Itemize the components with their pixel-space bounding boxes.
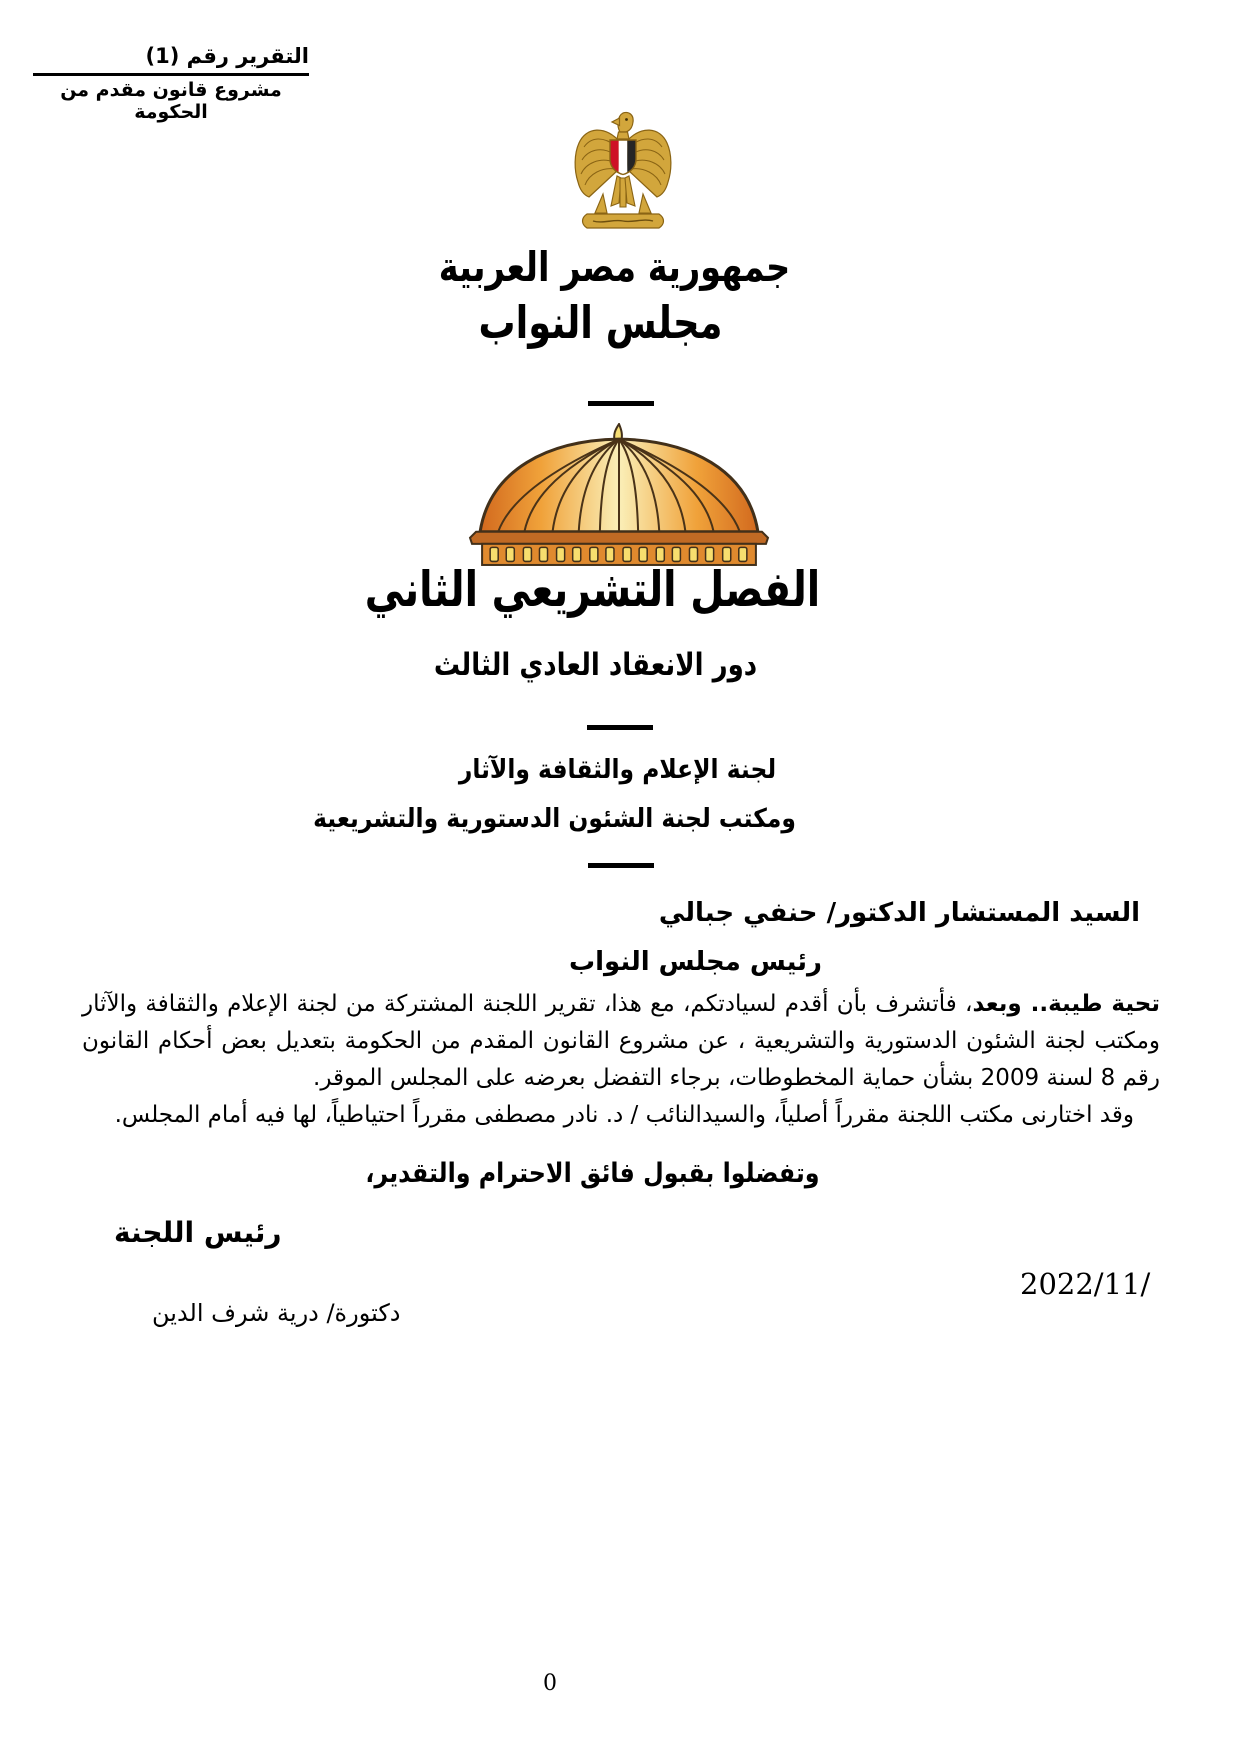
eagle-eye (625, 118, 628, 121)
report-number: التقرير رقم (1) (145, 44, 309, 68)
body-paragraph-1 (82, 986, 1160, 1097)
report-header (33, 44, 309, 123)
salutation-bold: تحية طيبة.. وبعد (972, 991, 1160, 1017)
committee-line-1: لجنة الإعلام والثقافة والآثار (458, 755, 777, 785)
committee-line-2: ومكتب لجنة الشئون الدستورية والتشريعية (313, 804, 796, 834)
parliament-dome-icon (468, 423, 770, 567)
committee-chair-title: رئيس اللجنة (114, 1216, 282, 1249)
addressee-title: السيد المستشار الدكتور/ حنفي جبالي (658, 898, 1140, 928)
egypt-eagle-emblem (572, 110, 674, 242)
paragraph-1-text: ، فأتشرف بأن أقدم لسيادتكم، مع هذا، تقرير اللجنة المشتركة من لجنة الإعلام والثقافة والآثار ومكتب لجنة الشئون الدستورية والتشريعية ، عن مشروع القانون المقدم من الحكومة بتعديل بعض أحكام القانون رقم 8 لسنة 2009 بشأن حماية المخطوطات، برجاء التفضل بعرضه على المجلس الموقر. (82, 991, 1160, 1091)
letter-body (82, 986, 1160, 1134)
closing-line: وتفضلوا بقبول فائق الاحترام والتقدير، (365, 1158, 820, 1189)
eagle-head (612, 112, 633, 139)
report-header-divider (33, 73, 309, 76)
divider (587, 725, 653, 730)
divider (588, 401, 654, 406)
bill-source-label: مشروع قانون مقدم من الحكومة (60, 79, 282, 123)
council-title: مجلس النواب (478, 296, 723, 349)
page-number: 0 (543, 1671, 557, 1696)
body-paragraph-2: وقد اختارنى مكتب اللجنة مقرراً أصلياً، والسيدالنائب / د. نادر مصطفى مقرراً احتياطياً، لها فيه أمام المجلس. (114, 1102, 1134, 1128)
session-title: دور الانعقاد العادي الثالث (433, 647, 758, 683)
dome-cornice (470, 532, 768, 544)
committee-chair-name: دكتورة/ درية شرف الدين (152, 1299, 401, 1327)
addressee-role: رئيس مجلس النواب (568, 947, 823, 977)
legislative-term-title: الفصل التشريعي الثاني (364, 561, 821, 618)
republic-title: جمهورية مصر العربية (438, 243, 791, 291)
divider (588, 863, 654, 868)
report-date: 2022/11/ (1020, 1267, 1151, 1301)
